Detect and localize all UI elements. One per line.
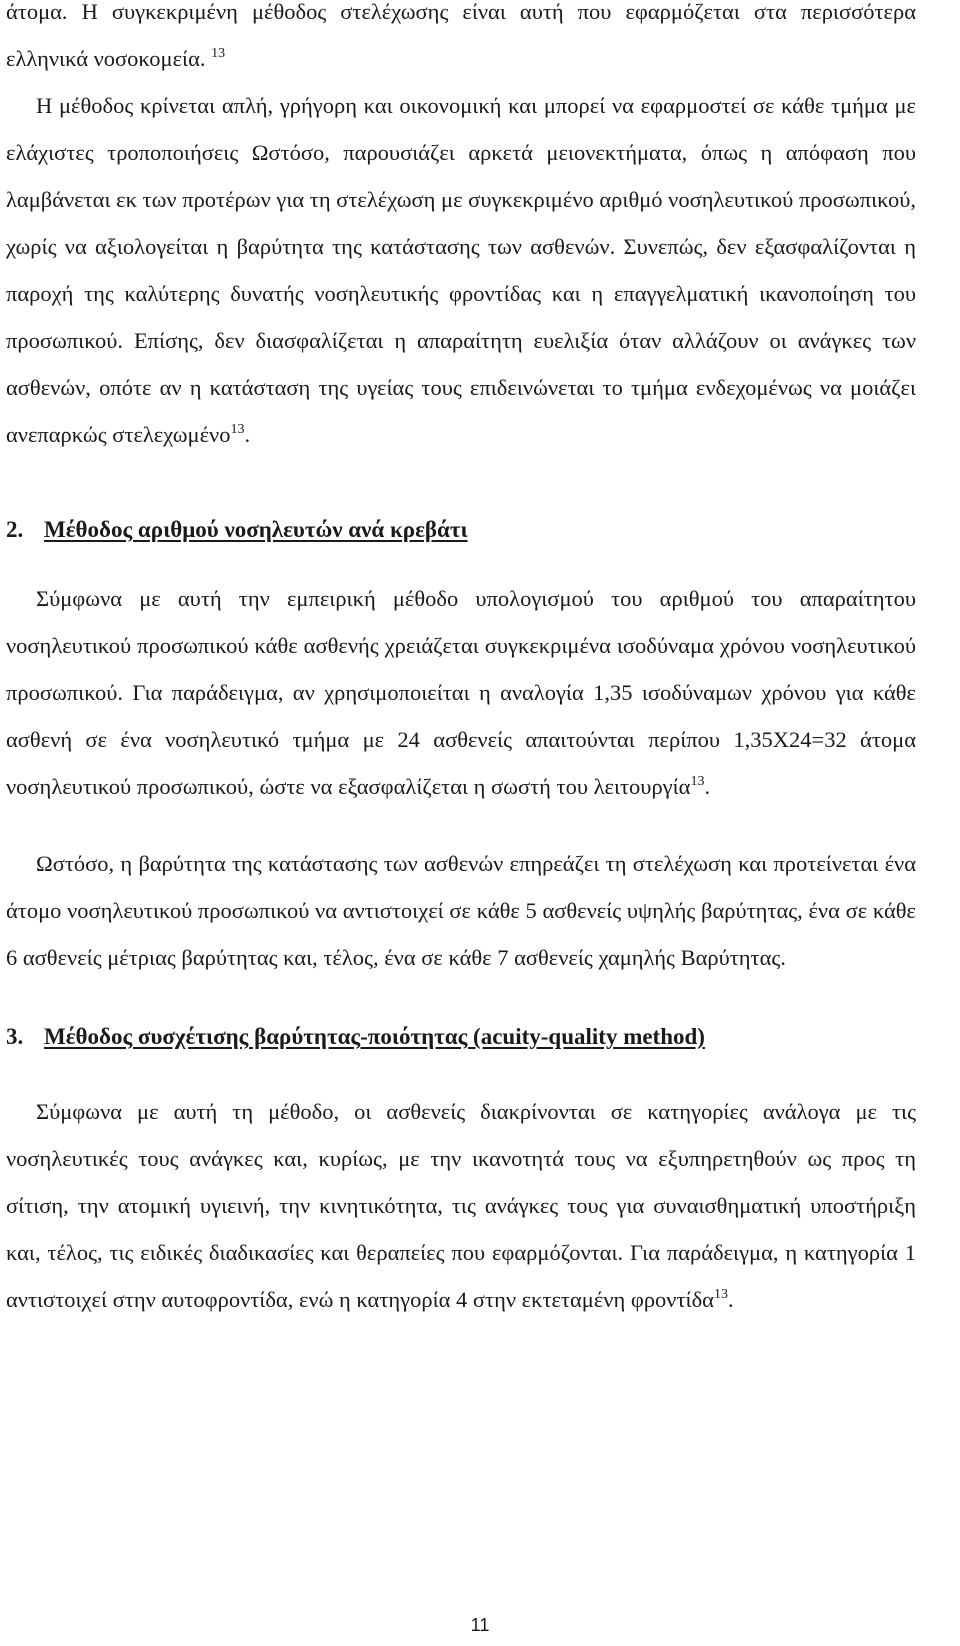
footnote-ref: 13 (690, 774, 705, 789)
footnote-ref: 13 (230, 422, 245, 437)
paragraph-2 (6, 82, 916, 458)
section-number: 2. (6, 517, 24, 542)
paragraph-2-text: Η μέθοδος κρίνεται απλή, γρήγορη και οικονομική και μπορεί να εφαρμοστεί σε κάθε τμήμα με ελάχιστες τροποποιήσεις Ωστόσο, παρουσιάζει αρκετά μειονεκτήματα, όπως η απόφαση που λαμβάνεται εκ των προτέρων για τη στελέχωση με συγκεκριμένο αριθμό νοσηλευτικού προσωπικού, χωρίς να αξιολογείται η βαρύτητα της κατάστασης των ασθενών. Συνεπώς, δεν εξασφαλίζονται η παροχή της καλύτερης δυνατής νοσηλευτικής φροντίδας και η επαγγελματική ικανοποίηση του προσωπικού. Επίσης, δεν διασφαλίζεται η απαραίτητη ευελιξία όταν αλλάζουν οι ανάγκες των ασθενών, οπότε αν η κατάσταση της υγείας τους επιδεινώνεται το τμήμα ενδεχομένως να μοιάζει ανεπαρκώς στελεχωμένο (6, 93, 916, 447)
section-heading-2 (6, 506, 916, 553)
paragraph-3 (6, 575, 916, 810)
section-number: 3. (6, 1024, 24, 1049)
paragraph-5 (6, 1088, 916, 1323)
section-heading-3 (6, 1013, 916, 1060)
paragraph-3-tail: . (704, 774, 711, 799)
section-title: Μέθοδος συσχέτισης βαρύτητας-ποιότητας (acuity-quality method) (44, 1024, 705, 1049)
section-title: Μέθοδος αριθμού νοσηλευτών ανά κρεβάτι (44, 517, 468, 542)
paragraph-5-tail: . (727, 1287, 734, 1312)
paragraph-1-text: άτομα. Η συγκεκριμένη μέθοδος στελέχωσης είναι αυτή που εφαρμόζεται στα περισσότερα ελληνικά νοσοκομεία. (6, 0, 916, 71)
paragraph-4-text: Ωστόσο, η βαρύτητα της κατάστασης των ασθενών επηρεάζει τη στελέχωση και προτείνεται ένα άτομο νοσηλευτικού προσωπικού να αντιστοιχεί σε κάθε 5 ασθενείς υψηλής βαρύτητας, ένα σε κάθε 6 ασθενείς μέτριας βαρύτητας και, τέλος, ένα σε κάθε 7 ασθενείς χαμηλής Βαρύτητας. (6, 851, 916, 970)
paragraph-1 (6, 0, 916, 82)
paragraph-5-text: Σύμφωνα με αυτή τη μέθοδο, οι ασθενείς διακρίνονται σε κατηγορίες ανάλογα με τις νοσηλευτικές τους ανάγκες και, κυρίως, με την ικανοτητά τους να εξυπηρετηθούν ως προς τη σίτιση, την ατομική υγιεινή, την κινητικότητα, τις ανάγκες τους για συναισθηματική υποστήριξη και, τέλος, τις ειδικές διαδικασίες και θεραπείες που εφαρμόζονται. Για παράδειγμα, η κατηγορία 1 αντιστοιχεί στην αυτοφροντίδα, ενώ η κατηγορία 4 στην εκτεταμένη φροντίδα (6, 1099, 916, 1312)
footnote-ref: 13 (211, 46, 226, 61)
paragraph-4 (6, 840, 916, 981)
paragraph-3-text: Σύμφωνα με αυτή την εμπειρική μέθοδο υπολογισμού του αριθμού του απαραίτητου νοσηλευτικού προσωπικού κάθε ασθενής χρειάζεται συγκεκριμένα ισοδύναμα χρόνου νοσηλευτικού προσωπικού. Για παράδειγμα, αν χρησιμοποιείται η αναλογία 1,35 ισοδύναμων χρόνου για κάθε ασθενή σε ένα νοσηλευτικό τμήμα με 24 ασθενείς απαιτούνται περίπου 1,35Χ24=32 άτομα νοσηλευτικού προσωπικού, ώστε να εξασφαλίζεται η σωστή του λειτουργία (6, 586, 916, 799)
footnote-ref: 13 (713, 1287, 728, 1302)
paragraph-2-tail: . (244, 422, 251, 447)
page-number: 11 (470, 1615, 490, 1635)
